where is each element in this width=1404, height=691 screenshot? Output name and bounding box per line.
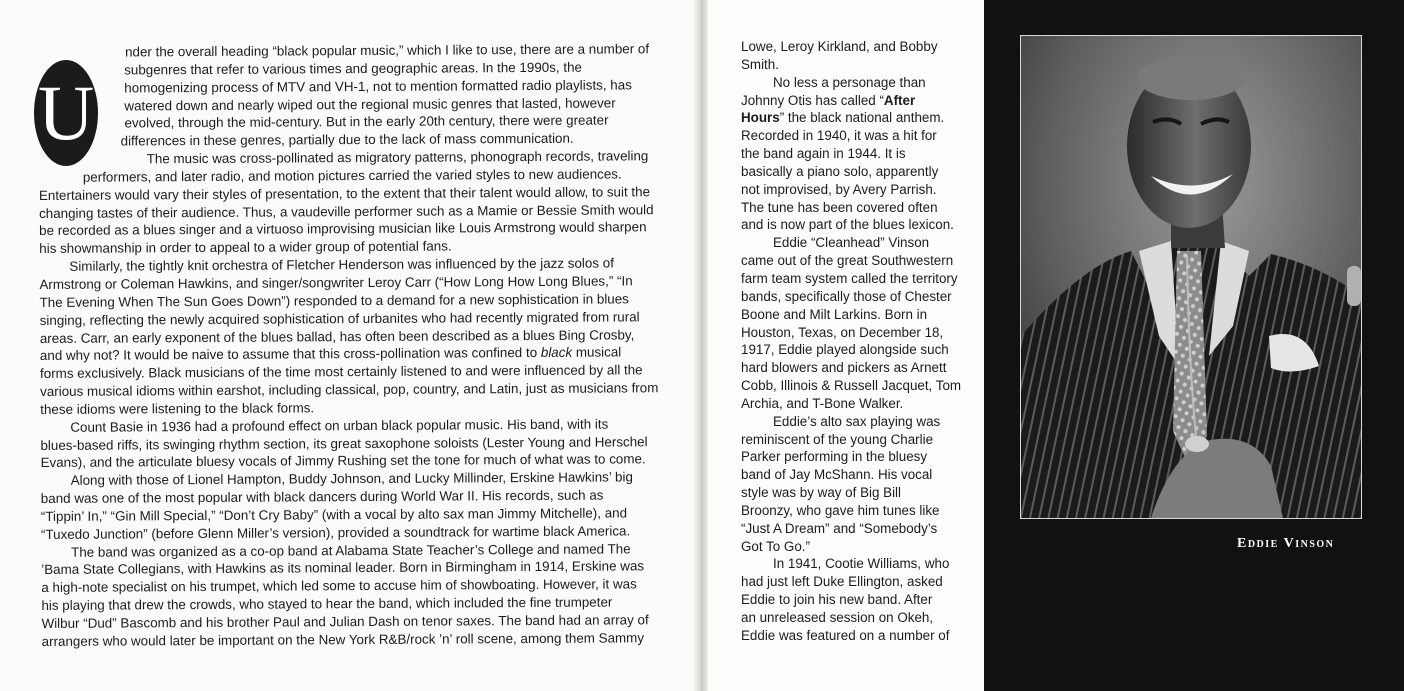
text-line: homogenizing process of MTV and VH-1, not to mention formatted radio playlists, has [124,77,632,96]
text-line: basically a piano solo, apparently [741,163,939,179]
text-line: Eddie’s alto sax playing was [773,413,941,429]
text-line: In 1941, Cootie Williams, who [773,556,950,572]
text-line: forms exclusively. Black musicians of the time most certainly listened to and were influenced by all the [39,362,643,382]
text-line: Eddie “Cleanhead” Vinson [773,235,930,251]
text-line: Boone and Milt Larkins. Born in [741,306,928,322]
text-line: Wilbur “Dud” Bascomb and his brother Paul and Julian Dash on tenor saxes. The band had an array of [41,612,649,631]
middle-text-column [741,38,961,645]
text-line: Evans), and the articulate bluesy vocals of Jimmy Rushing set the tone for much of what was to come. [40,451,646,471]
italic-word: black [540,345,573,361]
photo-caption: Eddie Vinson [1237,536,1335,551]
text-line: Archia, and T-Bone Walker. [741,395,904,411]
text-line: nder the overall heading “black popular music,” which I like to use, there are a number of [125,41,650,60]
text-line: be recorded as a blues singer and a virtuoso improvising musician like Louis Armstrong would sharpen [39,219,647,239]
text-line: had just left Duke Ellington, asked [741,574,943,590]
text-line: came out of the great Southwestern [741,253,954,269]
text-line: “Tippin’ In,” “Gin Mill Special,” “Don’t Cry Baby” (with a vocal by alto sax man Jimmy Mitchelle), and [40,505,628,524]
drop-cap: U [34,60,98,166]
text-line: The music was cross-pollinated as migratory patterns, phonograph records, traveling [146,148,649,167]
text-line: ’Bama State Collegians, with Hawkins as its nominal leader. Born in Birmingham in 1914, Erskine was [41,558,645,578]
text-line: performers, and later radio, and motion pictures carried the varied styles to new audiences. [82,166,622,185]
eddie-vinson-photo [1020,35,1362,519]
text-line: “Just A Dream” and “Somebody’s [741,520,938,536]
text-line: The Evening When The Sun Goes Down”) responded to a demand for a new sophistication in blues [39,291,629,310]
book-gutter [694,0,708,691]
portrait-image [1021,36,1361,518]
text-line: band was one of the most popular with black dancers during World War II. His records, such as [40,487,604,507]
text-line: Hours” the black national anthem. [741,110,945,126]
text-line: Count Basie in 1936 had a profound effect on urban black popular music. His band, with its [70,416,609,435]
text-line: his showmanship in order to appeal to a wider group of potential fans. [39,238,452,257]
text-line: an unreleased session on Okeh, [741,610,934,625]
text-line: Lowe, Leroy Kirkland, and Bobby [741,39,938,54]
text-line: blues-based riffs, its swinging rhythm section, its great saxophone soloists (Lester Young and Herschel [40,433,648,453]
text-line: these idioms were listening to the black forms. [40,400,315,417]
text-line: style was by way of Big Bill [741,485,902,501]
text-line: Smith. [741,56,779,72]
text-line: reminiscent of the young Charlie [741,431,934,447]
text-line: “Tuxedo Junction” (before Glenn Miller’s version), provided a soundtrack for wartime black America. [40,523,631,542]
text-line: his playing that drew the crowds, who stayed to hear the band, which included the fine trumpeter [41,594,613,614]
text-line: Johnny Otis has called “After [741,92,916,108]
bold-title: After [883,92,916,108]
text-line: farm team system called the territory [741,270,958,286]
text-line: Cobb, Illinois & Russell Jacquet, Tom [741,378,962,394]
text-line: singing, reflecting the newly acquired sophistication of urbanites who had recently migrated from rural [39,308,640,328]
text-line: Eddie to join his new band. After [741,592,933,608]
text-line: No less a personage than [773,74,926,90]
text-line: Along with those of Lionel Hampton, Buddy Johnson, and Lucky Millinder, Erskine Hawkins’ big [70,469,633,489]
text-line: Eddie was featured on a number of [741,627,950,643]
text-line: changing tastes of their audience. Thus, a vaudeville performer such as a Mamie or Bessie Smith would [38,201,654,221]
text-line: arrangers who would later be important on the New York R&B/rock ’n’ roll scene, among them Sammy [41,630,645,649]
text-line: Parker performing in the bluesy [741,449,928,465]
text-line: watered down and nearly wiped out the regional music genres that lasted, however [124,95,616,114]
text-line: The band was organized as a co-op band at Alabama State Teacher’s College and named The [71,541,631,560]
text-line: the band again in 1944. It is [741,146,906,162]
text-line: Entertainers would vary their styles of presentation, to the extent that their talent would allow, to suit the [38,184,651,203]
text-line: and why not? It would be naive to assume that this cross-pollination was confined to black musical [39,344,622,364]
text-line: not improvised, by Avery Parrish. [741,181,937,197]
text-line: a high-note specialist on his trumpet, which led some to accuse him of showboating. However, it was [41,576,637,596]
text-line: Houston, Texas, on December 18, [741,324,944,340]
text-line: hard blowers and pickers as Arnett [741,360,947,376]
bold-title: Hours [741,110,780,126]
text-line: areas. Carr, an early exponent of the blues ballad, has often been described as a blues Bing Crosby, [39,326,635,346]
text-line: Similarly, the tightly knit orchestra of Fletcher Henderson was influenced by the jazz solos of [69,255,614,274]
text-line: evolved, through the mid-century. But in the early 20th century, there were greater [124,112,609,131]
text-line: Broonzy, who gave him tunes like [741,502,940,518]
text-line: band of Jay McShann. His vocal [741,467,933,483]
text-line: The tune has been covered often [741,199,938,215]
text-line: bands, specifically those of Chester [741,288,952,304]
text-line: various musical idioms within earshot, including classical, pop, country, and Latin, just as musicians from [40,380,659,400]
text-line: subgenres that refer to various times and geographic areas. In the 1990s, the [124,59,582,78]
text-line: Got To Go.” [741,538,810,554]
text-line: Armstrong or Coleman Hawkins, and singer/songwriter Leroy Carr (“How Long How Long Blues,” “In [39,273,633,292]
text-line: Recorded in 1940, it was a hit for [741,128,937,144]
left-text-column [38,40,662,650]
text-line: and is now part of the blues lexicon. [741,217,954,233]
text-line: 1917, Eddie played alongside such [741,342,949,358]
text-line: differences in these genres, partially due to the lack of mass communication. [120,130,574,149]
